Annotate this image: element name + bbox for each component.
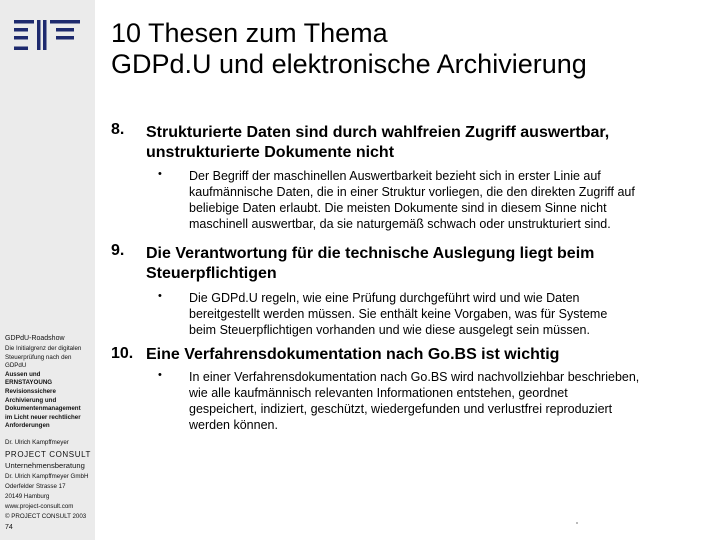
sidebar-heading: GDPdU-Roadshow (5, 335, 65, 342)
sidebar-address-3: 20149 Hamburg (5, 493, 50, 500)
sidebar (0, 0, 95, 540)
sidebar-desc-10: Anforderungen (5, 422, 50, 430)
sidebar-desc-7: Archivierung und (5, 396, 57, 404)
thesis-9-heading-line-1: Die Verantwortung für die technische Auslegung liegt beim (146, 245, 595, 262)
sidebar-desc-6: Revisionssichere (5, 388, 56, 395)
sidebar-desc-2: Steuerprüfung nach den (5, 353, 72, 361)
thesis-9-body-line-1: Die GDPd.U regeln, wie eine Prüfung durchgeführt wird und wie Daten (189, 291, 580, 305)
sidebar-website: www.project-consult.com (5, 503, 74, 510)
page-title-line-2: GDPd.U und elektronische Archivierung (111, 49, 587, 79)
sidebar-company: PROJECT CONSULT (5, 450, 92, 459)
sidebar-desc-3: GDPdU (5, 362, 27, 370)
sidebar-desc-8: Dokumentenmanagement (5, 405, 81, 413)
thesis-10-number: 10. (111, 345, 134, 362)
sidebar-desc-1: Die Initialgrenz der digitalen (5, 345, 82, 352)
thesis-9-body-line-2: bereitgestellt werden müssen. Sie enthält keine Vorgaben, was für Systeme (189, 307, 608, 321)
thesis-10-heading (146, 345, 706, 365)
thesis-8-body-line-2: kaufmännische Daten, die in einer Struktur vorliegen, die den direkten Zugriff auf (189, 185, 635, 199)
thesis-9-heading-line-2: Steuerpflichtigen (146, 265, 277, 282)
thesis-8-heading (146, 123, 706, 163)
thesis-8-heading-line-1: Strukturierte Daten sind durch wahlfreien Zugriff auswertbar, (146, 124, 610, 141)
thesis-9-number: 9. (111, 242, 125, 259)
thesis-10-body-line-3: gespeichert, indiziert, geschützt, wiedergefunden und verlustfrei reproduziert (189, 402, 613, 416)
thesis-9-body (189, 290, 694, 338)
thesis-10-body-line-4: werden können. (189, 418, 278, 432)
thesis-8-body-line-3: beliebige Daten erlaubt. Die meisten Dokumente sind in diesem Sinne nicht (189, 201, 607, 215)
thesis-10-body-line-2: wie alle kaufmännisch relevanten Informationen entstehen, geordnet (189, 386, 568, 400)
sidebar-author: Dr. Ulrich Kampffmeyer (5, 439, 69, 446)
sidebar-address-2: Oderfelder Strasse 17 (5, 483, 66, 490)
thesis-8-body (189, 168, 694, 232)
thesis-10-heading-line-1: Eine Verfahrensdokumentation nach Go.BS ist wichtig (146, 346, 560, 363)
sidebar-desc-4: Aussen und (5, 370, 41, 378)
thesis-8-heading-line-2: unstrukturierte Dokumente nicht (146, 144, 395, 161)
bullet-icon: • (158, 168, 162, 180)
bullet-icon: • (158, 369, 162, 381)
sidebar-desc-5: ERNSTAYOUNG (5, 379, 53, 387)
thesis-8-body-line-1: Der Begriff der maschinellen Auswertbarkeit bezieht sich in erster Linie auf (189, 169, 601, 183)
thesis-10-body (189, 369, 694, 433)
page-number: 74 (5, 524, 13, 531)
sidebar-copyright: © PROJECT CONSULT 2003 (5, 513, 87, 520)
thesis-10-body-line-1: In einer Verfahrensdokumentation nach Go.BS wird nachvollziehbar beschrieben, (189, 370, 640, 384)
sidebar-desc-9: im Licht neuer rechtlicher (5, 413, 81, 421)
bullet-icon: • (158, 290, 162, 302)
thesis-8-body-line-4: maschinell auswertbar, da sie naturgemäß schwach oder unstrukturiert sind. (189, 217, 611, 231)
sidebar-address-1: Dr. Ulrich Kampffmeyer GmbH (5, 473, 89, 480)
thesis-8-number: 8. (111, 121, 125, 138)
thesis-9-body-line-3: beim Steuerpflichtigen vorhanden und wie diese ausgelegt sein müssen. (189, 323, 590, 337)
page-title (111, 18, 587, 80)
thesis-9-heading (146, 244, 706, 284)
page-title-line-1: 10 Thesen zum Thema (111, 18, 388, 48)
decorative-dot (576, 522, 578, 524)
project-consult-logo-icon (14, 20, 80, 50)
sidebar-company-sub: Unternehmensberatung (5, 461, 85, 470)
